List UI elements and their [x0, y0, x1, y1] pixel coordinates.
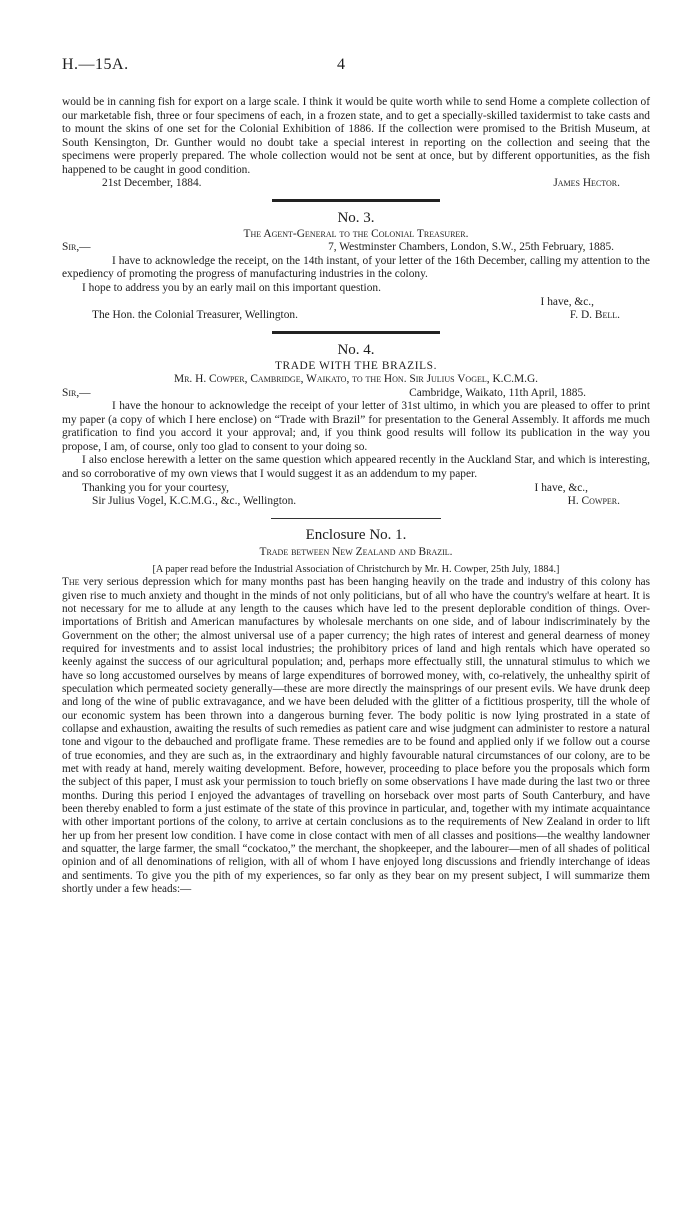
intro-paragraph: would be in canning fish for export on a large scale. I think it would be quite worth while to send Home a complete collection of our marketable fish, three or four specimens of each, in a frozen state, and to get a specially-skilled taxidermist to take casts and to mount the skins of one set for the Colonial Exhibition of 1886. If the collection were promised to the British Museum, at South Kensington, Dr. Gunther would no doubt take a special interest in reporting on the collection and seeing that the specimens were properly prepared. The whole collection would not be sent at once, but by different opportunities, as the fish happened to be caught in good condition.	[62, 96, 650, 176]
enclosure-body-text: very serious depression which for many months past has been hanging heavily on the trade and industry of this colony has given rise to much anxiety and thought in the minds of not only politicians, but of all who have the country's welfare at heart. It is not necessary for me to allude at any length to the causes which have led to the present deplorable condition of things. Over-importations of British and American manufactures by wholesale merchants on one side, and of labour indiscriminately by the Government on the other; the almost universal use of a paper currency; the high rates of interest and general dearness of money required for investments and to assist local industries; the prohibitory prices of land and high rentals which have operated so keenly against the success of our agricultural population; and, perhaps more effectually still, the unnatural stimulus to which we have so long accustomed ourselves by means of large expenditures of borrowed money, with, co-relatively, the unhealthy spirit of speculation which permeated society generally—these are more directly the mainsprings of our present evils. We have drunk deep and long of the wine of public extravagance, and we have been deluded with the glitter of a fictitious prosperity, till the whole of our economic system has been thrown into a dangerous burning fever. The body politic is now lying prostrated in a state of collapse and exhaustion, awaiting the results of such remedies as patient care and wise judgment can administer to restore a natural tone and vigour to the debauched and profligate frame. These remedies are to be found and applied only if we follow out a course of true economies, and they are such as, in the extraordinary and highly favourable natural circumstances of our colony, are to be met with ready at hand, merely waiting development. Before, however, proceeding to place before you the proposals which form the subject of this paper, I must ask your permission to touch briefly on some observations I have made during the last two or three months. During this period I enjoyed the advantages of travelling on horseback over most parts of South Canterbury, and have been thereby enabled to form a just estimate of the state of this province in particular, and, together with my intimate acquaintance with other important portions of the colony, to arrive at certain conclusions as to the requirements of New Zealand in order to lift her up from her present low condition. I have come in close contact with men of all classes and positions—the wealthy landowner and squatter, the large farmer, the small “cockatoo,” the merchant, the shopkeeper, and the labourer—men of all shades of political opinion and of all denominations of religion, with all of whom I have enjoyed long discussions and friendly interchange of ideas and sentiments. To give you the pith of my experiences, so far only as they bear on my present subject, I will summarize them shortly under a few heads:—	[62, 576, 651, 896]
no3-salutation-row	[62, 241, 650, 255]
no4-recipient: Sir Julius Vogel, K.C.M.G., &c., Wellington.	[92, 495, 297, 508]
no3-heading: No. 3.	[337, 209, 375, 226]
no3-salutation: Sir,—	[62, 241, 91, 254]
no3-recipient: The Hon. the Colonial Treasurer, Wellington.	[92, 309, 298, 322]
no4-thanks-row	[62, 482, 650, 496]
no4-signature: H. Cowper.	[567, 495, 620, 508]
no3-paragraph-1: I have to acknowledge the receipt, on the 14th instant, of your letter of the 16th December, calling my attention to the expediency of promoting the progress of manufacturing industries in the colony.	[62, 254, 650, 281]
no4-closing: I have, &c.,	[534, 481, 588, 494]
no4-signoff	[62, 495, 650, 509]
intro-signoff	[62, 177, 650, 191]
intro-date: 21st December, 1884.	[102, 177, 202, 190]
enclosure-body	[62, 576, 650, 896]
no3-signoff	[62, 309, 650, 323]
no4-title: TRADE WITH THE BRAZILS.	[274, 359, 438, 372]
page-content	[62, 96, 650, 896]
section-divider	[272, 199, 440, 202]
page-reference: H.—15A.	[62, 56, 129, 73]
intro-signature: James Hector.	[553, 177, 620, 190]
no4-salutation: Sir,—	[62, 386, 91, 399]
no4-paragraph-1: I have the honour to acknowledge the receipt of your letter of 31st ultimo, in which you are pleased to offer to print my paper (a copy of which I here enclose) on “Trade with Brazil” for presentation to the General Assembly. It affords me much gratification to find you accord it your approval; and, if you think good results will follow its publication in the way you propose, I am, of course, only too glad to consent to your doing so.	[62, 400, 650, 453]
no4-address: Cambridge, Waikato, 11th April, 1885.	[409, 386, 586, 399]
enclosure-note: [A paper read before the Industrial Association of Christchurch by Mr. H. Cowper, 25th July, 1884.]	[152, 564, 560, 576]
enclosure-heading: Enclosure No. 1.	[305, 526, 407, 543]
no4-thanks: Thanking you for your courtesy,	[82, 481, 229, 494]
enclosure-title: Trade between New Zealand and Brazil.	[259, 545, 453, 558]
section-divider	[271, 518, 441, 519]
no4-subheading: Mr. H. Cowper, Cambridge, Waikato, to the Hon. Sir Julius Vogel, K.C.M.G.	[173, 373, 539, 386]
no4-heading: No. 4.	[337, 341, 375, 358]
no4-salutation-row	[62, 387, 650, 401]
no3-address: 7, Westminster Chambers, London, S.W., 25th February, 1885.	[328, 241, 614, 254]
section-divider	[272, 331, 440, 334]
page-number: 4	[337, 56, 345, 73]
enclosure-lead-word: The	[62, 576, 80, 589]
no3-signature: F. D. Bell.	[569, 309, 620, 322]
no3-subheading: The Agent-General to the Colonial Treasurer.	[243, 227, 469, 240]
no4-paragraph-2: I also enclose herewith a letter on the same question which appeared recently in the Auckland Star, and which is interesting, and so corroborative of my own views that I would suggest it as an addendum to my paper.	[62, 454, 650, 481]
no3-closing: I have, &c.,	[540, 295, 594, 308]
no3-paragraph-2: I hope to address you by an early mail on this important question.	[82, 282, 381, 295]
